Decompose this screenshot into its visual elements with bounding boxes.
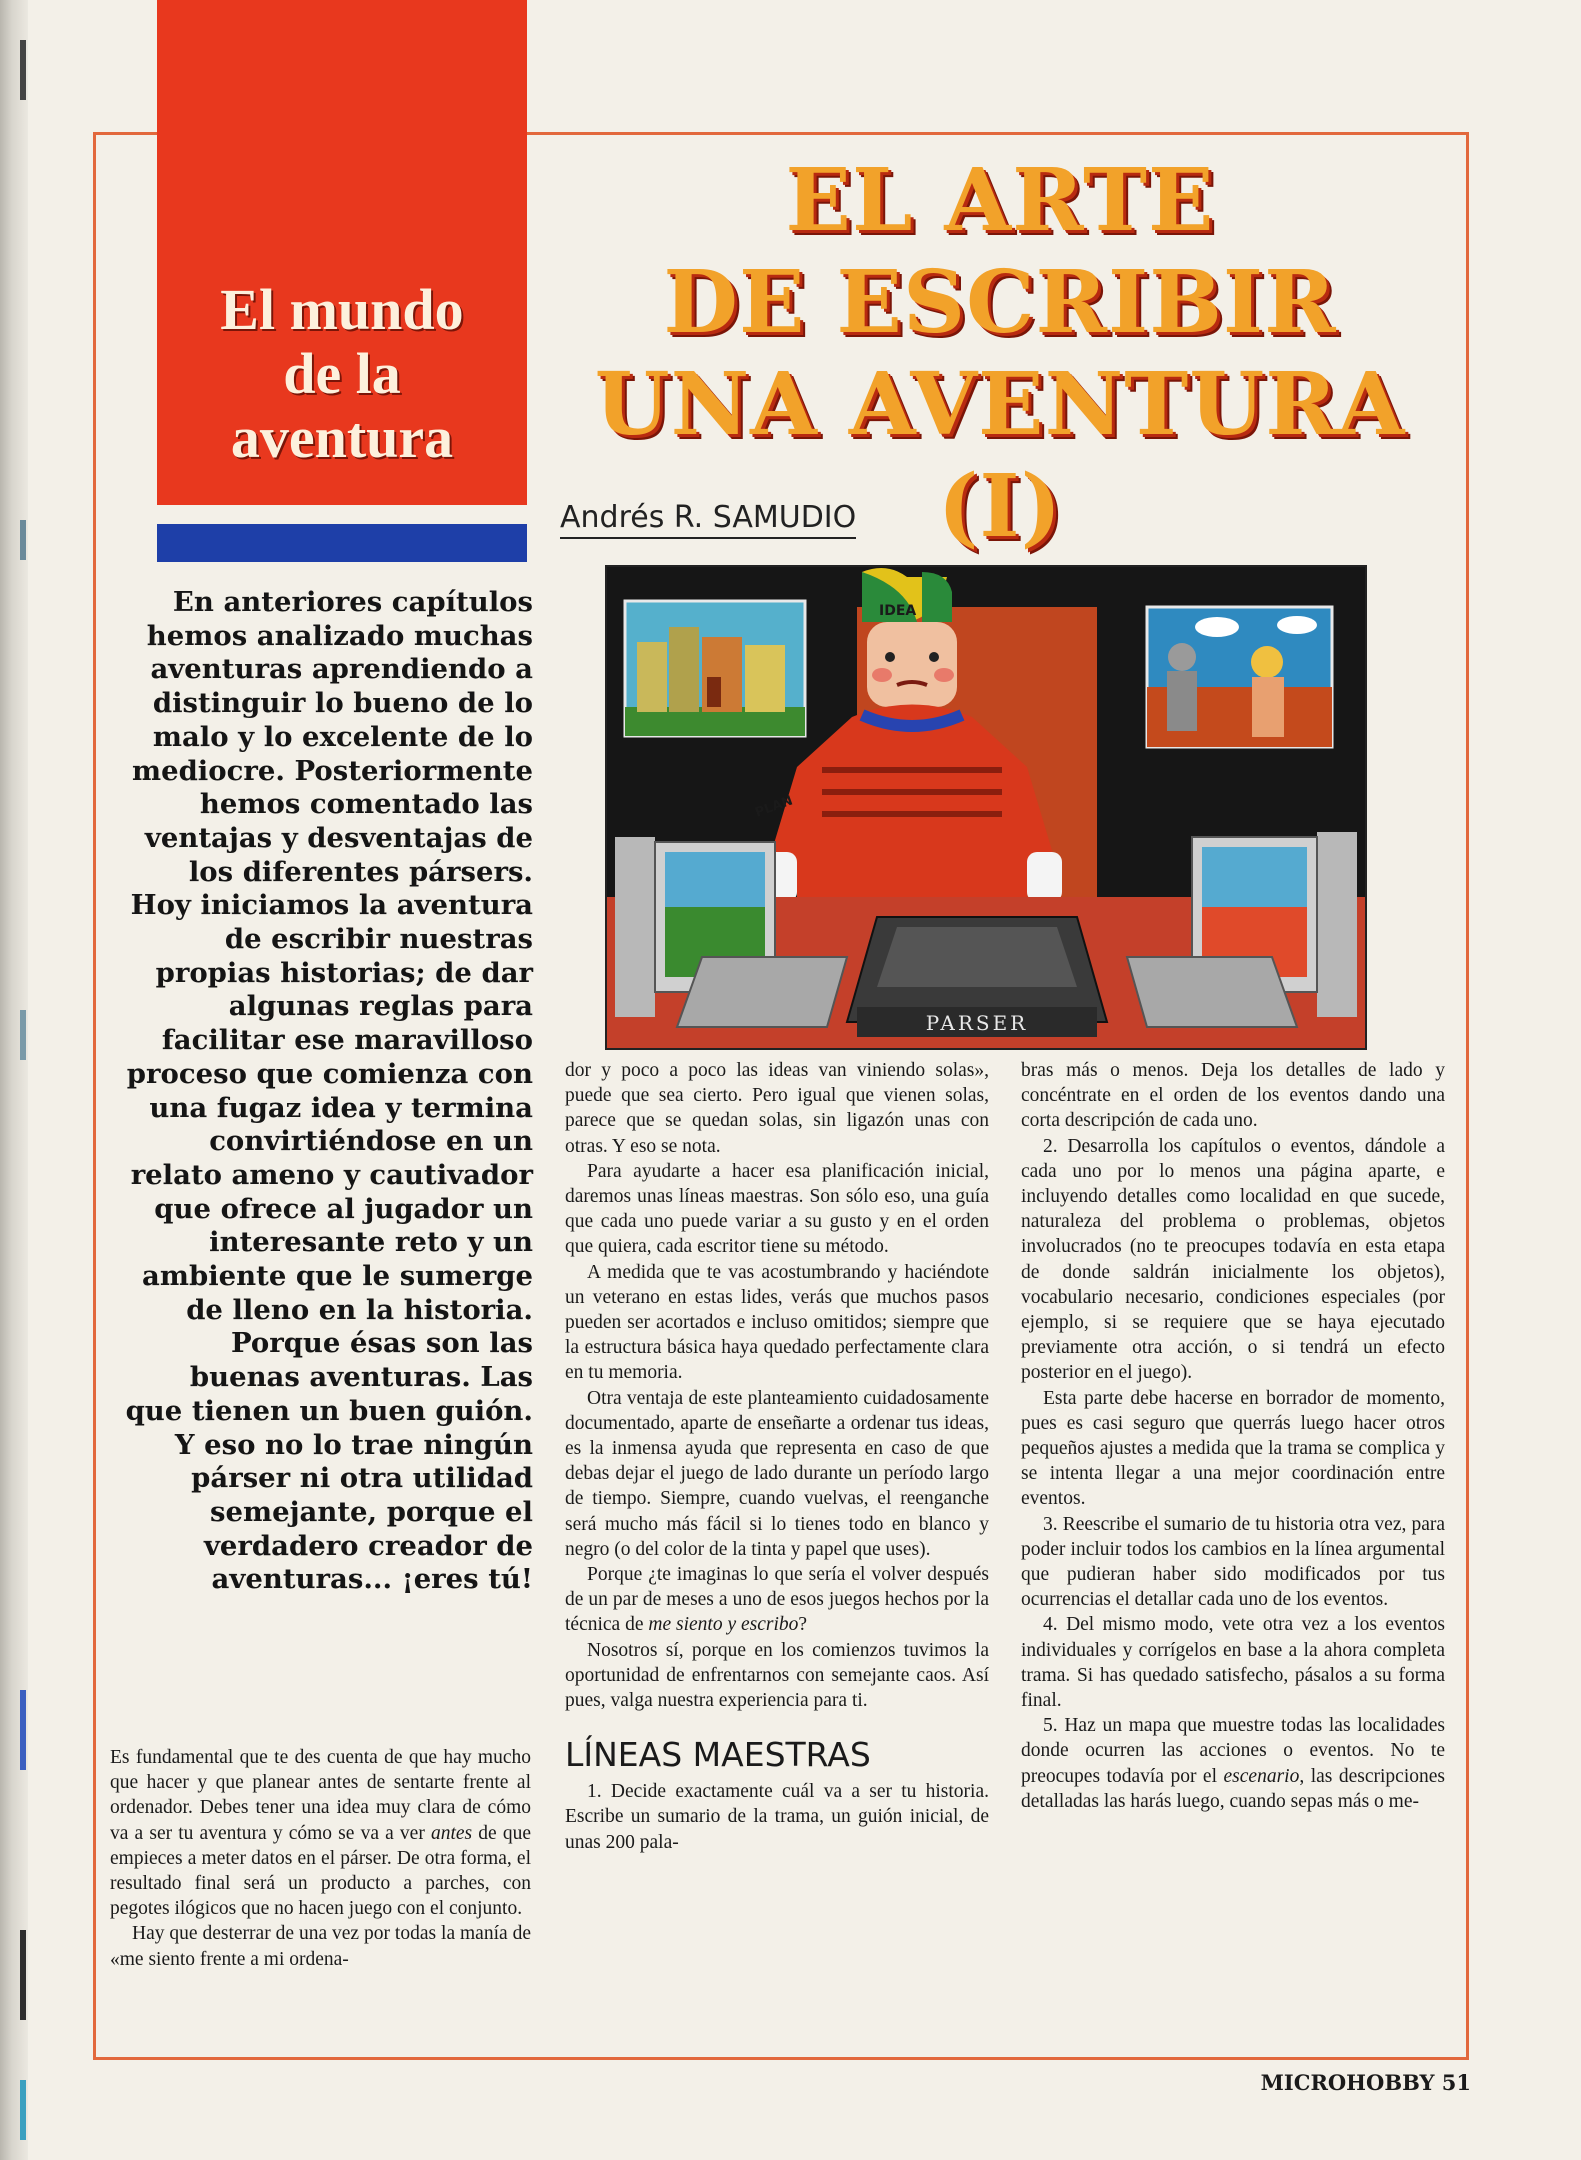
col2-p5-emphasis: me siento y escribo bbox=[648, 1614, 799, 1636]
col3-paragraph-6 bbox=[1021, 1713, 1445, 1814]
col1-p1-text-b: de que empieces a meter datos en el párser. De otra forma, el resultado final será un producto a parches, con pegotes ilógicos que no hacen juego con el conjunto. bbox=[110, 1822, 531, 1920]
fantasy-scene-icon bbox=[1147, 607, 1332, 747]
col3-p6-emphasis: escenario bbox=[1223, 1765, 1300, 1787]
parser-device-icon bbox=[847, 917, 1107, 1037]
col2-paragraph-3: A medida que te vas acostumbrando y haciéndote un veterano en estas lides, verás que muchos pasos pueden ser acortados e incluso omitidos; siempre que la estructura básica haya quedado perfectamente clara en tu memoria. bbox=[565, 1261, 989, 1384]
column-1 bbox=[110, 1745, 531, 1972]
col1-paragraph-1 bbox=[110, 1745, 531, 1921]
column-3 bbox=[1021, 1058, 1445, 1814]
col3-paragraph-1: bras más o menos. Deja los detalles de lado y concéntrate en el orden de los eventos dando una corta descripción de cada uno. bbox=[1021, 1060, 1445, 1132]
parser-label: PARSER bbox=[925, 1011, 1029, 1035]
col2-p5-text-a: Porque ¿te imaginas lo que sería el volver después de un par de meses a uno de esos juegos hechos por la técnica de bbox=[565, 1564, 989, 1636]
col1-paragraph-2: Hay que desterrar de una vez por todas la manía de «me siento frente a mi ordena- bbox=[110, 1923, 531, 1970]
page-folio bbox=[1261, 2070, 1471, 2095]
col1-p1-text-a: Es fundamental que te des cuenta de que hay mucho que hacer y que planear antes de sentarte frente al ordenador. Debes tener una idea muy clara de cómo va a ser tu aventura y cómo se va a ver bbox=[110, 1747, 531, 1844]
kicker-line-3: aventura bbox=[230, 405, 454, 470]
title-line-3: UNA AVENTURA (I) bbox=[594, 354, 1406, 557]
col3-p6-text-b: , las descripciones detalladas las harás luego, cuando sepas más o me- bbox=[1021, 1765, 1445, 1812]
title-line-2: DE ESCRIBIR bbox=[663, 252, 1337, 353]
arm-label: PLAN bbox=[753, 793, 795, 821]
col3-paragraph-5: 4. Del mismo modo, vete otra vez a los eventos individuales y corrígelos en base a la ahora completa trama. Si has quedado satisfecho, pásalos a su forma final. bbox=[1021, 1614, 1445, 1712]
title-line-1: EL ARTE bbox=[785, 150, 1215, 251]
col2-paragraph-6: Nosotros sí, porque en los comienzos tuvimos la oportunidad de enfrentarnos con semejante caos. Así pues, valga nuestra experiencia para ti. bbox=[565, 1639, 989, 1712]
col2-p5-text-b: ? bbox=[798, 1614, 808, 1636]
article-illustration bbox=[605, 565, 1367, 1050]
section-blue-bar bbox=[157, 524, 527, 562]
page-spine-edge bbox=[0, 0, 28, 2160]
helmet-label: IDEA bbox=[879, 603, 917, 619]
col2-paragraph-2: Para ayudarte a hacer esa planificación inicial, daremos unas líneas maestras. Son sólo eso, una guía que cada uno puede variar a su gusto y en el orden que quiera, cada escritor tiene su método. bbox=[565, 1160, 989, 1258]
kicker-line-2: de la bbox=[283, 341, 401, 406]
castle-scene-icon bbox=[625, 601, 805, 736]
section-heading: LÍNEAS MAESTRAS bbox=[565, 1735, 871, 1775]
col1-p1-emphasis: antes bbox=[430, 1822, 473, 1844]
col2-paragraph-7: 1. Decide exactamente cuál va a ser tu historia. Escribe un sumario de la trama, un guión inicial, de unas 200 pala- bbox=[565, 1781, 989, 1853]
col3-paragraph-2: 2. Desarrolla los capítulos o eventos, dándole a cada uno por lo menos una página aparte, e incluyendo detalles como localidad en que sucede, naturaleza del problema o problemas, objetos involucrados (no te preocupes todavía en esta etapa de donde saldrán inicialmente los objetos), vocabulario necesario, condiciones especiales (por ejemplo, si se requiere que se haya ejecutado previamente otra acción, o si tendrá un efecto posterior en el juego). bbox=[1021, 1135, 1445, 1384]
page-number: 51 bbox=[1441, 2070, 1471, 2095]
article-intro: En anteriores capítulos hemos analizado muchas aventuras aprendiendo a distinguir lo bueno de lo malo y lo excelente de lo mediocre. Posteriormente hemos comentado las ventajas y desventajas de los diferentes pársers. Hoy iniciamos la aventura de escribir nuestras propias historias; de dar algunas reglas para facilitar ese maravilloso proceso que comienza con una fugaz idea y termina convirtiéndose en un relato ameno y cautivador que ofrece al jugador un interesante reto y un ambiente que le sumerge de lleno en la historia. Porque ésas son las buenas aventuras. Las que tienen un buen guión. Y eso no lo trae ningún párser ni otra utilidad semejante, porque el verdadero creador de aventuras... ¡eres tú! bbox=[125, 586, 533, 1596]
magazine-name: MICROHOBBY bbox=[1260, 2070, 1435, 2095]
col3-paragraph-3: Esta parte debe hacerse en borrador de momento, pues es casi seguro que querrás luego hacer otros pequeños ajustes a medida que la trama se complica y se intenta llegar a una mejor coordinación entre eventos. bbox=[1021, 1387, 1445, 1510]
column-2 bbox=[565, 1058, 989, 1855]
section-kicker bbox=[157, 278, 527, 470]
article-title bbox=[530, 150, 1470, 558]
col2-paragraph-4: Otra ventaja de este planteamiento cuidadosamente documentado, aparte de enseñarte a ordenar tus ideas, es la inmensa ayuda que representa en caso de que debas dejar el juego de lado durante un período largo de tiempo. Siempre, cuando vuelvas, el reenganche será mucho más fácil si lo tienes todo en blanco y negro (o del color de la tinta y papel que uses). bbox=[565, 1387, 989, 1560]
col2-paragraph-5 bbox=[565, 1562, 989, 1638]
author-byline: Andrés R. SAMUDIO bbox=[560, 500, 856, 539]
col3-p6-text-a: 5. Haz un mapa que muestre todas las localidades donde ocurren las acciones o eventos. No te preocupes todavía por el bbox=[1021, 1715, 1445, 1787]
col3-paragraph-4: 3. Reescribe el sumario de tu historia otra vez, para poder incluir todos los cambios en la línea argumental que pudieran haber sido modificados por tus ocurrencias el detallar cada uno de los eventos. bbox=[1021, 1513, 1445, 1611]
illustration-drawing bbox=[607, 567, 1365, 1048]
kicker-line-1: El mundo bbox=[220, 277, 464, 342]
col2-paragraph-1: dor y poco a poco las ideas van viniendo solas», puede que sea cierto. Pero igual que vienen solas, parece que se quedan solas, sin ligazón unas con otras. Y eso se nota. bbox=[565, 1060, 989, 1157]
